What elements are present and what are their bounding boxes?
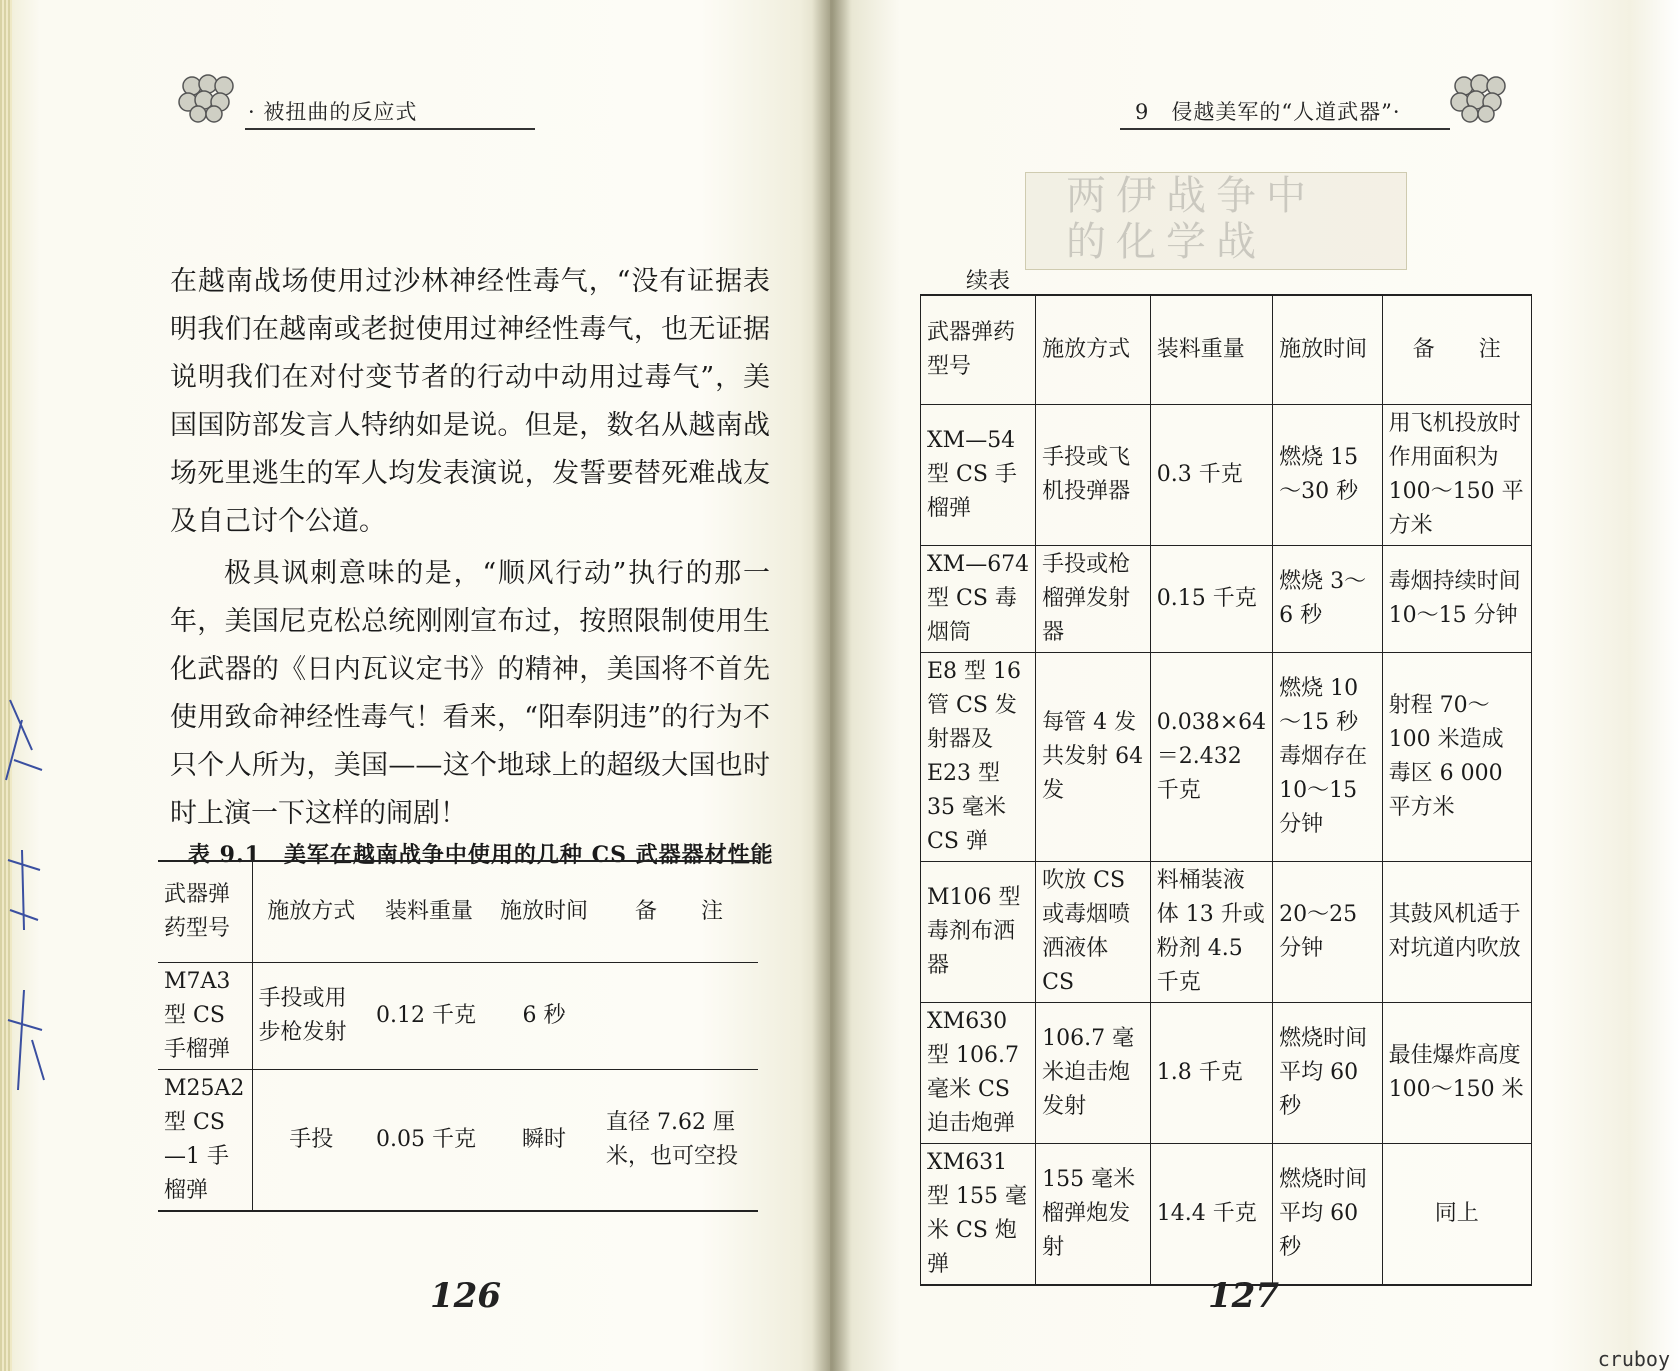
table-row (921, 546, 1532, 653)
header-rule (245, 128, 535, 130)
paragraph: 极具讽刺意味的是，“顺风行动”执行的那一年，美国尼克松总统刚刚宣布过，按照限制使用生化武器的《日内瓦议定书》的精神，美国将不首先使用致命神经性毒气！看来，“阳奉阴违”的行为不只个人所为，美国——这个地球上的超级大国也时时上演一下这样的闹剧！ (170, 558, 770, 829)
table-cell: 手投或用步枪发射 (252, 963, 370, 1070)
body-text (170, 258, 770, 838)
handwritten-mark (2, 690, 50, 1110)
table-cell: 燃烧 15～30 秒 (1273, 405, 1382, 546)
column-header: 武器弹药型号 (921, 295, 1036, 405)
table-cell: M7A3 型 CS 手榴弹 (158, 963, 252, 1070)
column-header: 备 注 (1382, 295, 1531, 405)
book-gutter (812, 0, 852, 1371)
table-row (158, 1070, 758, 1212)
table-cell: XM630 型 106.7 毫米 CS 迫击炮弹 (921, 1003, 1036, 1144)
header-rule (1120, 128, 1450, 130)
table-cell: 燃烧 3～6 秒 (1273, 546, 1382, 653)
table-row (921, 405, 1532, 546)
table-cell: 0.15 千克 (1150, 546, 1272, 653)
table-cell: 1.8 千克 (1150, 1003, 1272, 1144)
left-page (0, 0, 830, 1371)
table-cell: 毒烟持续时间 10～15 分钟 (1382, 546, 1531, 653)
page-number: 127 (1208, 1276, 1279, 1316)
table-cell: 0.12 千克 (370, 963, 488, 1070)
stamp-line: 两伊战争中 (1066, 173, 1316, 219)
table-row (921, 653, 1532, 862)
stamp-line: 的化学战 (1066, 219, 1266, 265)
table-cell: 20～25 分钟 (1273, 862, 1382, 1003)
page-edge (0, 0, 12, 1371)
table-cell: 燃烧时间平均 60 秒 (1273, 1144, 1382, 1286)
grape-cluster-icon (178, 72, 240, 124)
table-row (921, 862, 1532, 1003)
watermark: cruboy (1597, 1347, 1670, 1371)
grape-cluster-icon (1450, 72, 1512, 124)
table-cell: M106 型毒剂布洒器 (921, 862, 1036, 1003)
table-cell: 106.7 毫米迫击炮发射 (1036, 1003, 1151, 1144)
column-header: 施放时间 (1273, 295, 1382, 405)
column-header: 施放方式 (1036, 295, 1151, 405)
table-cell: 每管 4 发共发射 64 发 (1036, 653, 1151, 862)
table-cell: 直径 7.62 厘米，也可空投 (600, 1070, 758, 1212)
column-header: 备 注 (600, 861, 758, 963)
table-cell: 用飞机投放时作用面积为 100～150 平方米 (1382, 405, 1531, 546)
continued-label: 续表 (966, 269, 1011, 294)
table-cell (600, 963, 758, 1070)
page-number: 126 (430, 1276, 501, 1316)
table-cell: XM631 型 155 毫米 CS 炮弹 (921, 1144, 1036, 1286)
table-cell: XM—54 型 CS 手榴弹 (921, 405, 1036, 546)
table-cell: 最佳爆炸高度 100～150 米 (1382, 1003, 1531, 1144)
table-cell: 155 毫米榴弹炮发射 (1036, 1144, 1151, 1286)
column-header: 装料重量 (1150, 295, 1272, 405)
faded-stamp (1025, 172, 1407, 270)
spec-table-continued (920, 294, 1532, 1286)
table-cell: 料桶装液体 13 升或粉剂 4.5 千克 (1150, 862, 1272, 1003)
table-caption: 表 9.1 美军在越南战争中使用的几种 CS 武器器材性能 (188, 842, 774, 868)
table-header-row (158, 861, 758, 963)
column-header: 施放方式 (252, 861, 370, 963)
column-header: 武器弹药型号 (158, 861, 252, 963)
table-cell: 手投或枪榴弹发射器 (1036, 546, 1151, 653)
table-cell: 燃烧 10～15 秒毒烟存在 10～15 分钟 (1273, 653, 1382, 862)
running-head: · 被扭曲的反应式 (248, 100, 418, 124)
running-head: 9 侵越美军的“人道武器”· (1135, 100, 1401, 124)
table-cell: 6 秒 (488, 963, 600, 1070)
paragraph: 在越南战场使用过沙林神经性毒气，“没有证据表明我们在越南或老挝使用过神经性毒气，也无证据说明我们在对付变节者的行动中动用过毒气”，美国国防部发言人特纳如是说。但是，数名从越南战场死里逃生的军人均发表演说，发誓要替死难战友及自己讨个公道。 (170, 266, 770, 537)
table-row (921, 1003, 1532, 1144)
table-cell: 其鼓风机适于对坑道内吹放 (1382, 862, 1531, 1003)
table-cell: XM—674 型 CS 毒烟筒 (921, 546, 1036, 653)
table-cell: 手投或飞机投弹器 (1036, 405, 1151, 546)
table-cell: 吹放 CS 或毒烟喷洒液体 CS (1036, 862, 1151, 1003)
table-cell: M25A2 型 CS—1 手榴弹 (158, 1070, 252, 1212)
table-cell: 0.038×64＝2.432 千克 (1150, 653, 1272, 862)
table-cell: 瞬时 (488, 1070, 600, 1212)
table-header-row (921, 295, 1532, 405)
table-cell: 0.05 千克 (370, 1070, 488, 1212)
table-cell: 14.4 千克 (1150, 1144, 1272, 1286)
table-cell: 射程 70～100 米造成毒区 6 000 平方米 (1382, 653, 1531, 862)
table-cell: 同上 (1382, 1144, 1531, 1286)
table-cell: 手投 (252, 1070, 370, 1212)
table-row (921, 1144, 1532, 1286)
table-cell: E8 型 16 管 CS 发射器及 E23 型 35 毫米 CS 弹 (921, 653, 1036, 862)
column-header: 装料重量 (370, 861, 488, 963)
table-row (158, 963, 758, 1070)
table-cell: 燃烧时间平均 60 秒 (1273, 1003, 1382, 1144)
column-header: 施放时间 (488, 861, 600, 963)
table-cell: 0.3 千克 (1150, 405, 1272, 546)
spec-table (158, 860, 758, 1212)
